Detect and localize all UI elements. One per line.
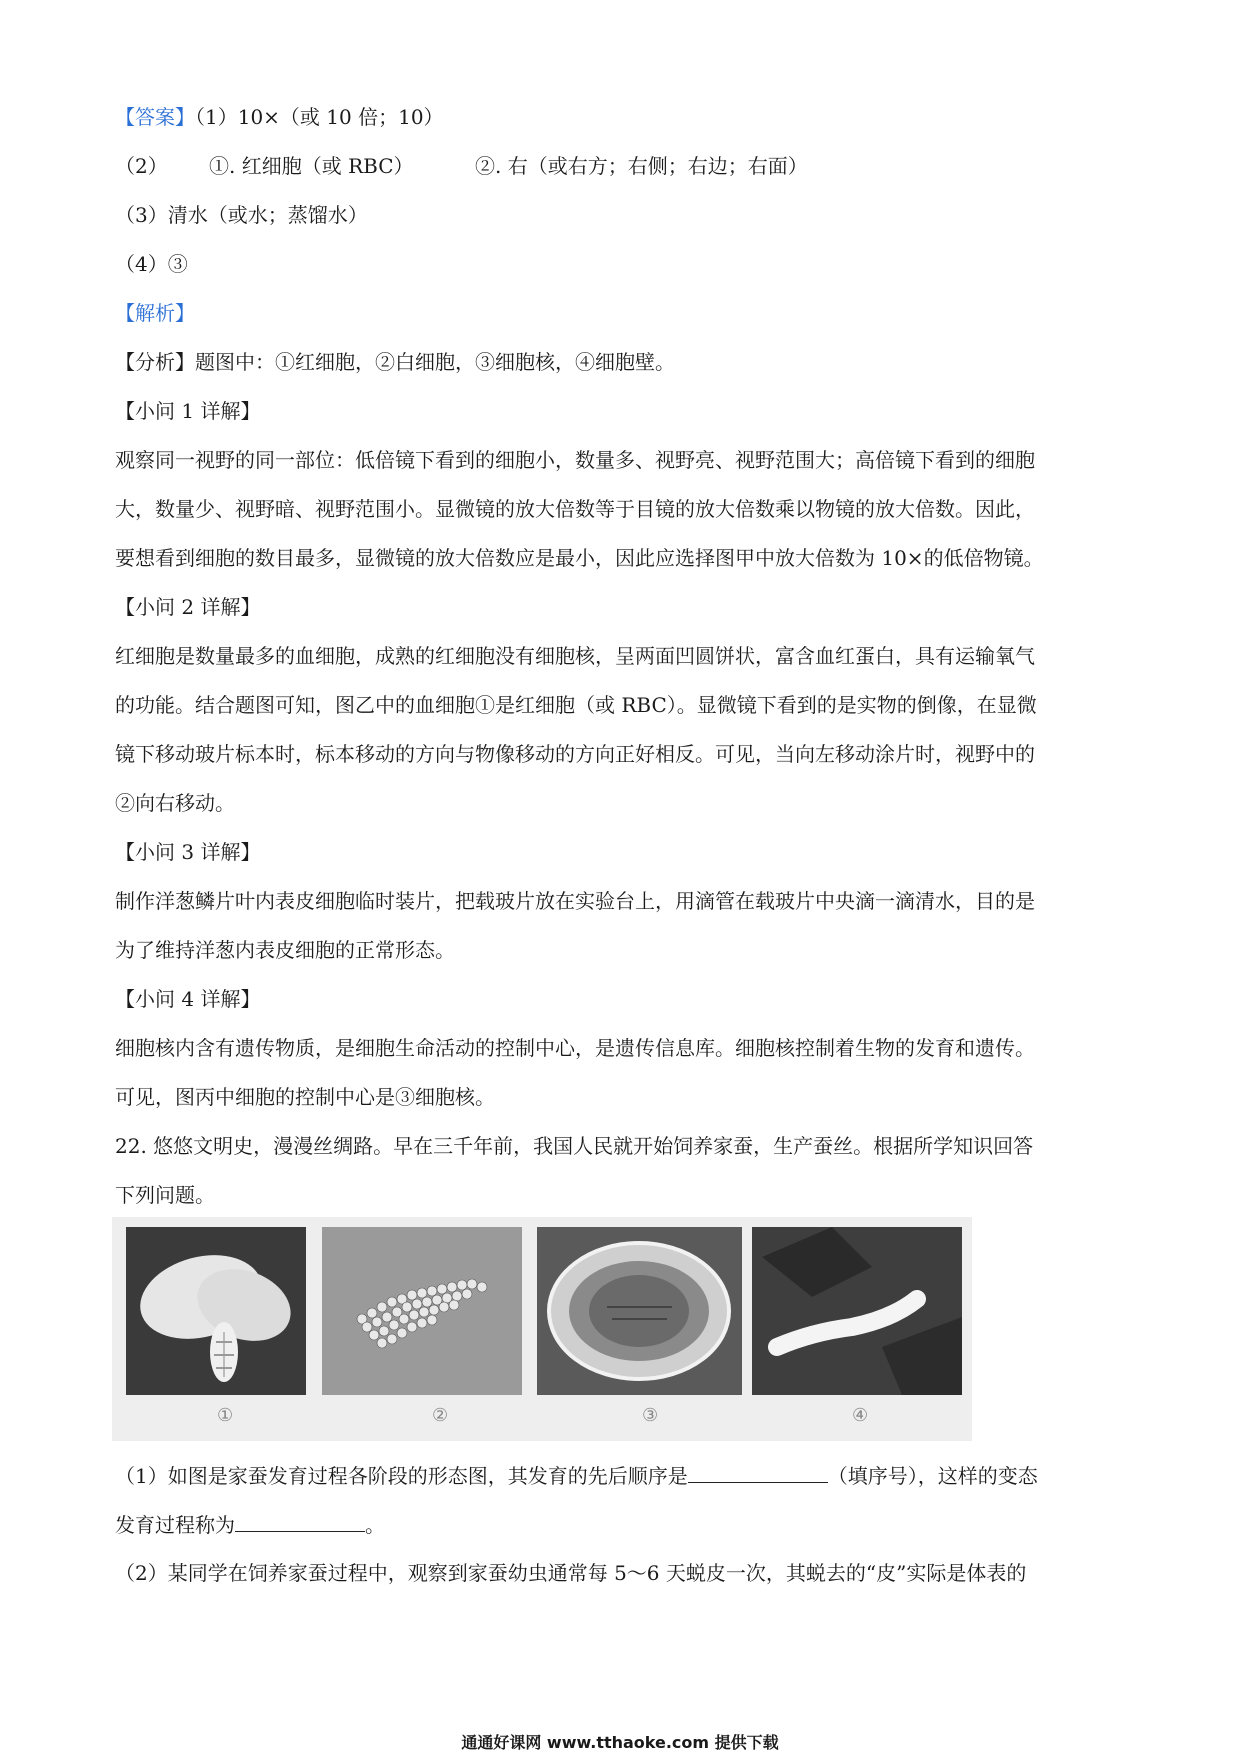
answer-line-1 <box>115 104 444 130</box>
subquestion-1-line: 大，数量少、视野暗、视野范围小。显微镜的放大倍数等于目镜的放大倍数乘以物镜的放大倍数。因此， <box>115 497 1035 521</box>
figure-label: ④ <box>852 1405 869 1426</box>
answer-blank-process[interactable] <box>235 1511 365 1532</box>
analysis-tag: 【解析】 <box>115 301 195 325</box>
pupa-in-cocoon-photo <box>537 1227 742 1395</box>
subquestion-1-heading: 【小问 1 详解】 <box>115 399 261 423</box>
subquestion-2-line: 的功能。结合题图可知，图乙中的血细胞①是红细胞（或 RBC）。显微镜下看到的是实物的倒像，在显微 <box>115 693 1037 717</box>
analysis-intro: 【分析】题图中：①红细胞，②白细胞，③细胞核，④细胞壁。 <box>115 350 675 374</box>
answer-line-2 <box>115 153 808 179</box>
silk-moth-photo <box>126 1227 306 1395</box>
subquestion-4-heading: 【小问 4 详解】 <box>115 987 261 1011</box>
sub1-text-c: 发育过程称为 <box>115 1513 235 1537</box>
subquestion-2-heading: 【小问 2 详解】 <box>115 595 261 619</box>
subquestion-2-line: 红细胞是数量最多的血细胞，成熟的红细胞没有细胞核，呈两面凹圆饼状，富含血红蛋白，具有运输氧气 <box>115 644 1035 668</box>
subquestion-2-line: 镜下移动玻片标本时，标本移动的方向与物像移动的方向正好相反。可见，当向左移动涂片时，视野中的 <box>115 742 1035 766</box>
silkworm-larva-photo <box>752 1227 962 1395</box>
subquestion-3-line: 为了维持洋葱内表皮细胞的正常形态。 <box>115 938 455 962</box>
subquestion-4-line: 细胞核内含有遗传物质，是细胞生命活动的控制中心，是遗传信息库。细胞核控制着生物的发育和遗传。 <box>115 1036 1035 1060</box>
subquestion-1-line: 观察同一视野的同一部位：低倍镜下看到的细胞小，数量多、视野亮、视野范围大；高倍镜下看到的细胞 <box>115 448 1035 472</box>
sub1-text-a: （1）如图是家蚕发育过程各阶段的形态图，其发育的先后顺序是 <box>115 1464 688 1488</box>
answer-blank-sequence[interactable] <box>688 1462 828 1483</box>
answer-q2-b: ②. 右（或右方；右侧；右边；右面） <box>475 154 808 178</box>
subquestion-2-line: ②向右移动。 <box>115 791 235 815</box>
question-22-sub1-cont <box>115 1511 385 1538</box>
figure-label: ③ <box>642 1405 659 1426</box>
subquestion-4-line: 可见，图丙中细胞的控制中心是③细胞核。 <box>115 1085 495 1109</box>
answer-q2-a: ①. 红细胞（或 RBC） <box>209 154 414 178</box>
question-22-sub2: （2）某同学在饲养家蚕过程中，观察到家蚕幼虫通常每 5～6 天蜕皮一次，其蜕去的“皮”实际是体表的 <box>115 1561 1027 1585</box>
answer-tag: 【答案】 <box>115 105 195 129</box>
sub1-text-d: 。 <box>365 1513 385 1537</box>
figure-label: ① <box>217 1405 234 1426</box>
silkworm-eggs-photo <box>322 1227 522 1395</box>
answer-q3: （3）清水（或水；蒸馏水） <box>115 203 368 227</box>
figure-label: ② <box>432 1405 449 1426</box>
silkworm-development-figure <box>112 1217 972 1441</box>
answer-q4: （4）③ <box>115 252 188 276</box>
page-footer: 通通好课网 www.tthaoke.com 提供下载 <box>461 1733 779 1752</box>
answer-q2-label: （2） <box>115 154 168 178</box>
question-22-sub1 <box>115 1462 1038 1489</box>
question-22-stem: 下列问题。 <box>115 1183 215 1207</box>
subquestion-3-line: 制作洋葱鳞片叶内表皮细胞临时装片，把载玻片放在实验台上，用滴管在载玻片中央滴一滴清水，目的是 <box>115 889 1035 913</box>
subquestion-3-heading: 【小问 3 详解】 <box>115 840 261 864</box>
subquestion-1-line: 要想看到细胞的数目最多，显微镜的放大倍数应是最小，因此应选择图甲中放大倍数为 10×的低倍物镜。 <box>115 546 1044 570</box>
question-22-stem: 22. 悠悠文明史，漫漫丝绸路。早在三千年前，我国人民就开始饲养家蚕，生产蚕丝。根据所学知识回答 <box>115 1134 1034 1158</box>
sub1-text-b: （填序号），这样的变态 <box>827 1464 1038 1488</box>
answer-q1: （1）10×（或 10 倍；10） <box>195 105 444 129</box>
